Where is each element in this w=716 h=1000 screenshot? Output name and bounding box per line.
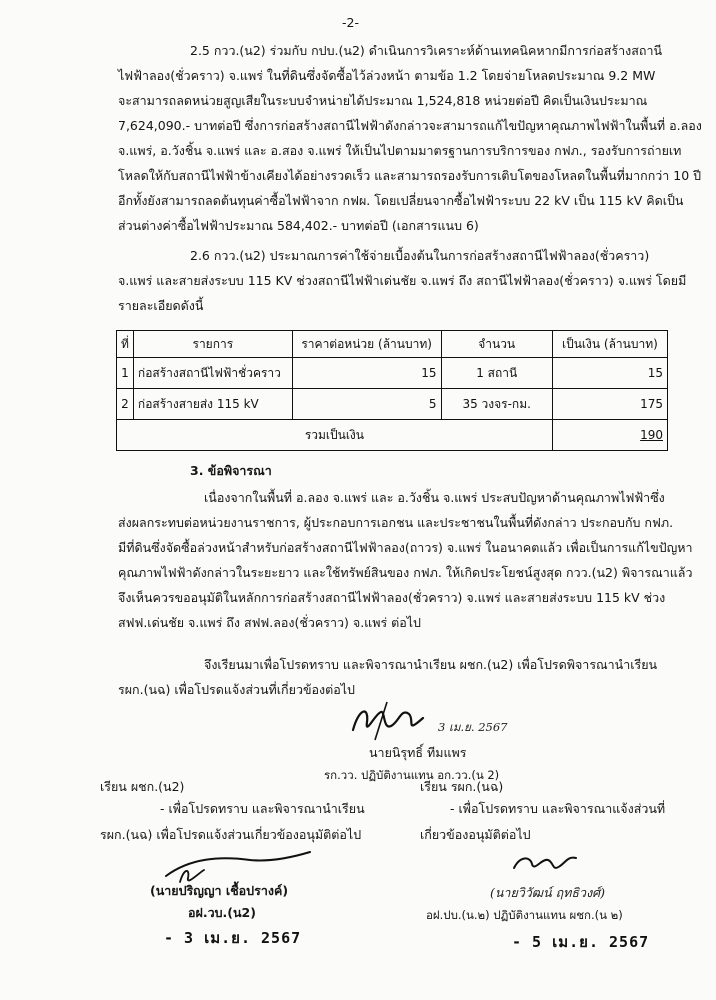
text-line: คุณภาพไฟฟ้าดังกล่าวในระยะยาว และใช้ทรัพย์สินของ กฟภ. ให้เกิดประโยชน์สูงสุด กวว.(น2) พิจารณาแล้ว (118, 565, 693, 580)
text-line: มีที่ดินซึ่งจัดซื้อล่วงหน้าสำหรับก่อสร้างสถานีไฟฟ้าลอง(ถาวร) จ.แพร่ ในอนาคตแล้ว เพื่อเป็นการแก้ไขปัญหา (118, 540, 693, 555)
table-cell: 1 (117, 358, 134, 389)
left-date-stamp: - 3 เม.ย. 2567 (164, 929, 302, 947)
handwritten-date: 3 เม.ย. 2567 (438, 720, 508, 734)
table-total-row (117, 420, 668, 451)
right-endorse-to: เรียน รผก.(นฉ) (420, 779, 504, 794)
text-line: ส่งผลกระทบต่อหน่วยงานราชการ, ผู้ประกอบการเอกชน และประชาชนในพื้นที่ดังกล่าว ประกอบกับ กฟภ. (118, 515, 674, 530)
total-value: 190 (640, 428, 663, 442)
column-header: จำนวน (441, 331, 552, 358)
text-line: จ.แพร่ และสายส่งระบบ 115 KV ช่วงสถานีไฟฟ้าเด่นชัย จ.แพร่ ถึง สถานีไฟฟ้าลอง(ชั่วคราว) จ.แพร่ โดยมี (118, 273, 687, 288)
table-cell: 175 (552, 389, 667, 420)
text-line: จ.แพร่, อ.วังชิ้น จ.แพร่ และ อ.สอง จ.แพร่ ให้เป็นไปตามมาตรฐานการบริการของ กฟภ., รองรับการถ่ายเท (118, 143, 682, 158)
text-line: อีกทั้งยังสามารถลดต้นทุนค่าซื้อไฟฟ้าจาก กฟผ. โดยเปลี่ยนจากซื้อไฟฟ้าระบบ 22 kV เป็น 115 kV คิดเป็น (118, 193, 684, 208)
cost-table (116, 330, 668, 451)
right-date-stamp: - 5 เม.ย. 2567 (512, 933, 650, 951)
right-endorse-line: เกี่ยวข้องอนุมัติต่อไป (420, 827, 531, 842)
text-line: เนื่องจากในพื้นที่ อ.ลอง จ.แพร่ และ อ.วังชิ้น จ.แพร่ ประสบปัญหาด้านคุณภาพไฟฟ้าซึ่ง (204, 490, 665, 505)
signatory-name: นายนิรุทธิ์ ทีมแพร (369, 745, 467, 760)
table-cell: 35 วงจร-กม. (441, 389, 552, 420)
table-cell: 1 สถานี (441, 358, 552, 389)
table-cell: 15 (552, 358, 667, 389)
total-label: รวมเป็นเงิน (117, 420, 553, 451)
text-line: รายละเอียดดังนี้ (118, 298, 204, 313)
table-row (117, 358, 668, 389)
closing-line: รผก.(นฉ) เพื่อโปรดแจ้งส่วนที่เกี่ยวข้องต่อไป (118, 682, 355, 697)
text-line: จะสามารถลดหน่วยสูญเสียในระบบจำหน่ายได้ประมาณ 1,524,818 หน่วยต่อปี คิดเป็นเงินประมาณ (118, 93, 648, 108)
table-header-row (117, 331, 668, 358)
table-row (117, 389, 668, 420)
left-endorse-line: - เพื่อโปรดทราบ และพิจารณานำเรียน (160, 801, 365, 816)
signature-right (510, 850, 580, 878)
column-header: ราคาต่อหน่วย (ล้านบาท) (292, 331, 441, 358)
table-cell: 2 (117, 389, 134, 420)
text-line: ส่วนต่างค่าซื้อไฟฟ้าประมาณ 584,402.- บาทต่อปี (เอกสารแนบ 6) (118, 218, 479, 233)
right-signer-name: (นายวิวัฒน์ ฤทธิวงศ์) (490, 885, 605, 900)
right-signer-position: อฝ.ปบ.(น.๒) ปฏิบัติงานแทน ผชก.(น ๒) (426, 908, 623, 922)
text-line: โหลดให้กับสถานีไฟฟ้าข้างเคียงได้อย่างรวดเร็ว และสามารถรองรับการเติบโตของโหลดในพื้นที่มากกว่า 10 ปี (118, 168, 702, 183)
signatory-position: รก.วว. ปฏิบัติงานแทน อก.วว.(น 2) (324, 768, 500, 782)
closing-line: จึงเรียนมาเพื่อโปรดทราบ และพิจารณานำเรียน ผชก.(น2) เพื่อโปรดพิจารณานำเรียน (204, 657, 658, 672)
table-cell: 15 (292, 358, 441, 389)
text-line: 2.6 กวว.(น2) ประมาณการค่าใช้จ่ายเบื้องต้นในการก่อสร้างสถานีไฟฟ้าลอง(ชั่วคราว) (190, 248, 650, 263)
column-header: รายการ (133, 331, 292, 358)
text-line: สฟฟ.เด่นชัย จ.แพร่ ถึง สฟฟ.ลอง(ชั่วคราว) จ.แพร่ ต่อไป (118, 615, 421, 630)
left-signer-position: อฝ.วบ.(น2) (188, 905, 256, 920)
section-3-heading: 3. ข้อพิจารณา (190, 463, 272, 478)
table-cell: ก่อสร้างสถานีไฟฟ้าชั่วคราว (133, 358, 292, 389)
left-endorse-line: รผก.(นฉ) เพื่อโปรดแจ้งส่วนเกี่ยวข้องอนุมัติต่อไป (100, 827, 362, 842)
text-line: จึงเห็นควรขออนุมัติในหลักการก่อสร้างสถานีไฟฟ้าลอง(ชั่วคราว) จ.แพร่ และสายส่งระบบ 115 kV ช่วง (118, 590, 666, 605)
table-cell: ก่อสร้างสายส่ง 115 kV (133, 389, 292, 420)
page-number: -2- (342, 15, 359, 30)
column-header: ที่ (117, 331, 134, 358)
column-header: เป็นเงิน (ล้านบาท) (552, 331, 667, 358)
signature-main (345, 700, 435, 748)
text-line: ไฟฟ้าลอง(ชั่วคราว) จ.แพร่ ในที่ดินซึ่งจัดซื้อไว้ล่วงหน้า ตามข้อ 1.2 โดยจ่ายโหลดประมาณ 9.2 MW (118, 68, 656, 83)
left-endorse-to: เรียน ผชก.(น2) (100, 779, 185, 794)
text-line: 7,624,090.- บาทต่อปี ซึ่งการก่อสร้างสถานีไฟฟ้าดังกล่าวจะสามารถแก้ไขปัญหาคุณภาพไฟฟ้าในพื้นที่ อ.ลอง (118, 118, 702, 133)
text-line: 2.5 กวว.(น2) ร่วมกับ กปบ.(น2) ดำเนินการวิเคราะห์ด้านเทคนิคหากมีการก่อสร้างสถานี (190, 43, 663, 58)
left-signer-name: (นายปริญญา เชื้อปรางค์) (150, 883, 289, 898)
right-endorse-line: - เพื่อโปรดทราบ และพิจารณาแจ้งส่วนที่ (450, 801, 666, 816)
table-cell: 5 (292, 389, 441, 420)
